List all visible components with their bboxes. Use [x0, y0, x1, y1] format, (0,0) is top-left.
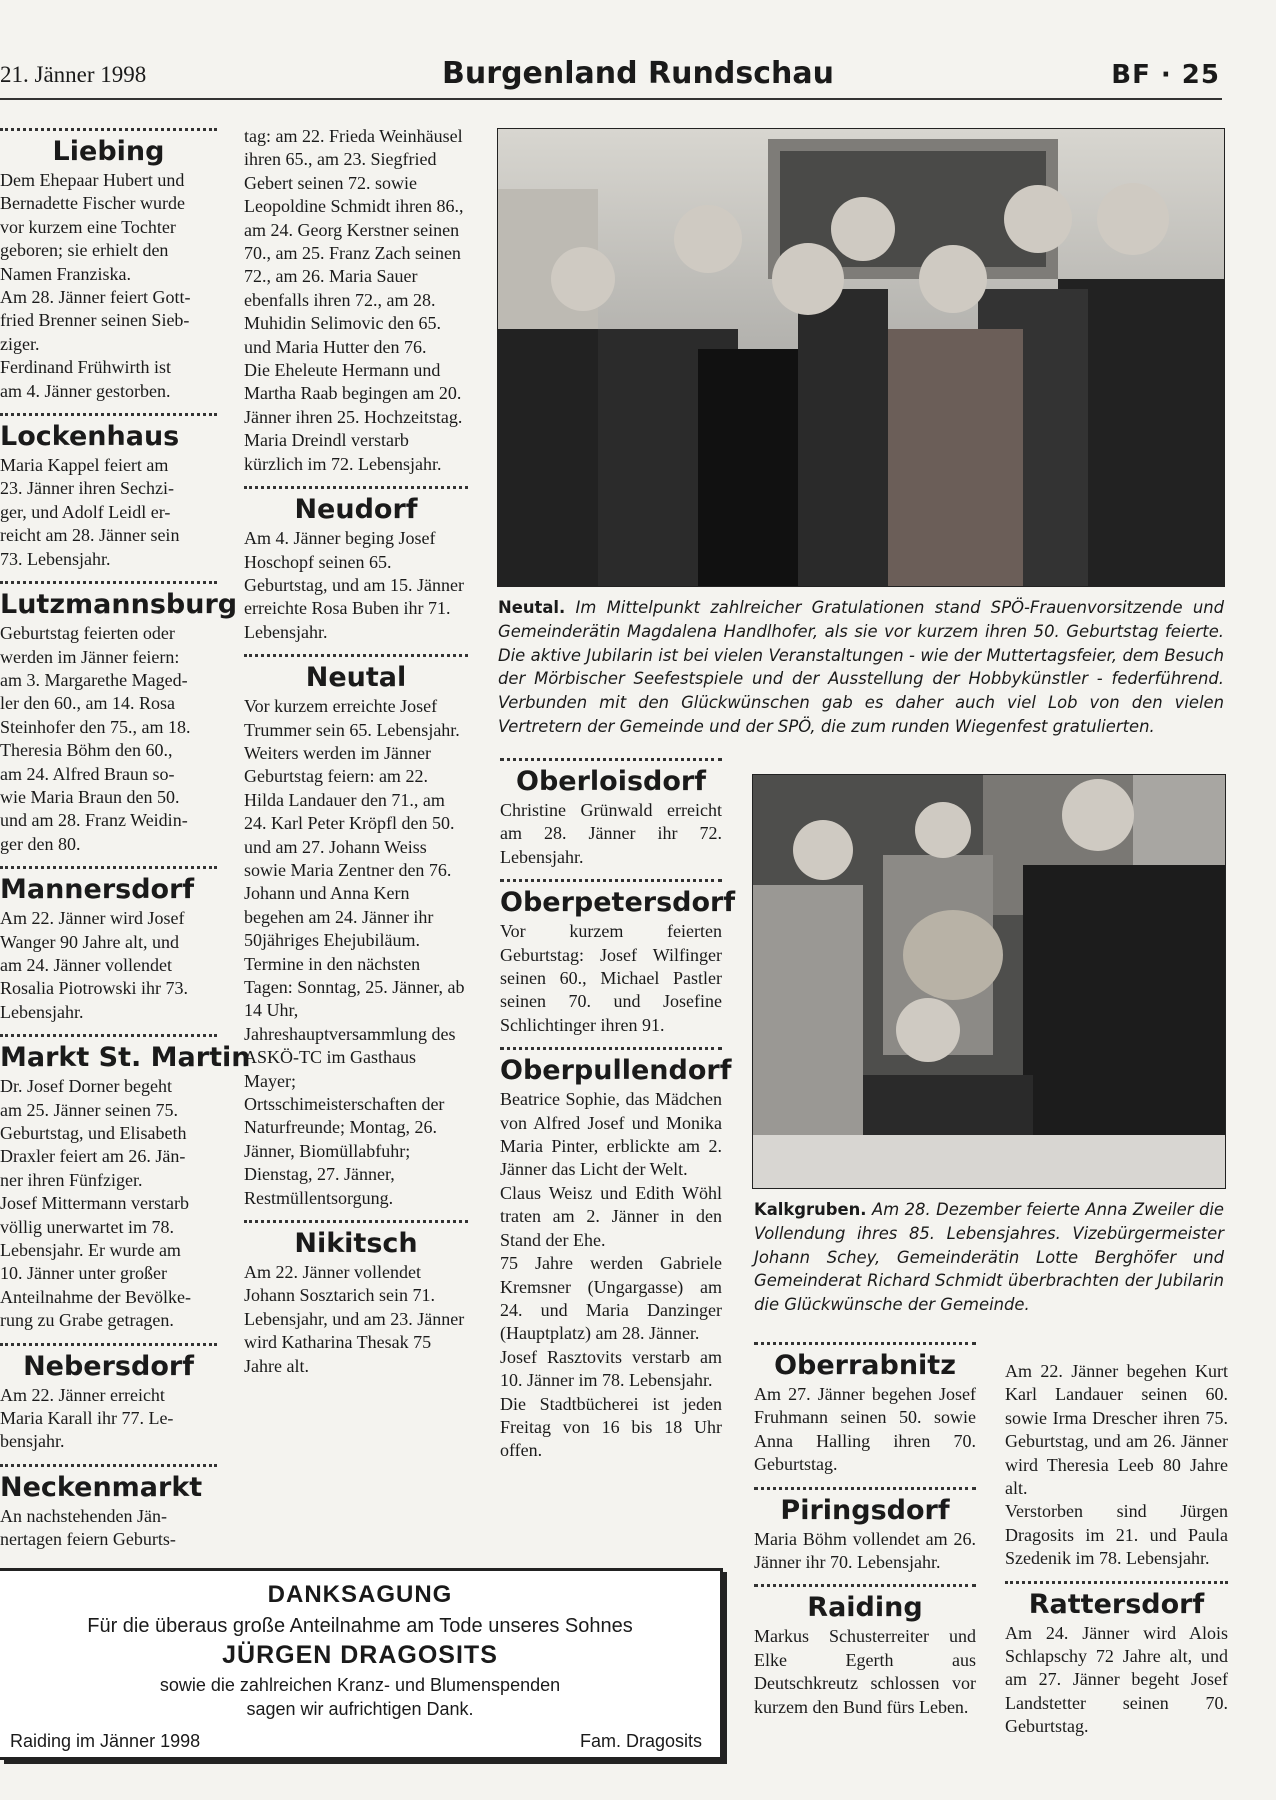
article-line: Steinhofer den 75., am 18. — [0, 716, 191, 737]
column-3 — [500, 758, 736, 1463]
section-title: Oberpetersdorf — [500, 887, 736, 919]
article-line: 23. Jänner ihren Sechzi- — [0, 478, 174, 499]
article-line: ner ihren Fünfziger. — [0, 1169, 143, 1190]
newspaper-title: Burgenland Rundschau — [442, 56, 834, 91]
notice-text: sowie die zahlreichen Kranz- und Blumenspenden — [159, 1675, 561, 1695]
caption-text: Am 28. Dezember feierte Anna Zweiler die Vollendung ihres 85. Lebensjahres. Vizebürgermeister Johann Schey, Gemeinderätin Lotte Berghöfer und Gemeinderat Richard Schmidt überbrachten der Jubilarin die Glückwünsche der Gemeinde. — [754, 1200, 1225, 1315]
section-title: Rattersdorf — [1028, 1588, 1205, 1620]
column-5 — [1005, 1360, 1228, 1739]
article-text: Weiters werden im Jänner Geburtstag feiern: am 22. Hilda Landauer den 71., am 24. Karl Peter Kröpfl den 50. und am 27. Johann Weiss sowie Maria Zentner den 76. — [244, 742, 455, 880]
article-line: Dr. Josef Dorner begeht — [0, 1076, 172, 1097]
section-title: Nikitsch — [294, 1228, 418, 1260]
article-line: Theresia Böhm den 60., — [0, 740, 173, 761]
article-line: am 25. Jänner seinen 75. — [0, 1099, 178, 1120]
article-line: Lebensjahr. — [0, 1001, 84, 1022]
article-line: Geburtstag, und Elisabeth — [0, 1123, 187, 1143]
dotted-separator — [0, 866, 217, 869]
article-line: ger den 80. — [0, 833, 81, 854]
dotted-separator — [0, 413, 217, 416]
notice-title: DANKSAGUNG — [267, 1581, 453, 1608]
article-line: Josef Mittermann verstarb — [0, 1193, 189, 1214]
page-number: BF · 25 — [1111, 60, 1220, 90]
caption-place: Kalkgruben. — [754, 1200, 867, 1219]
article-text: Termine in den nächsten Tagen: Sonntag, 25. Jänner, ab 14 Uhr, Jahreshauptversammlung des ASKÖ-TC im Gasthaus Mayer; Ortsschimeisterschaften der Naturfreunde; Montag, 26. Jänner, Biomüllabfuhr; Dienstag, 27. Jänner, Restmüllentsorgung. — [244, 953, 465, 1208]
column-2 — [244, 125, 468, 1378]
article-text: Die Stadtbücherei ist jeden Freitag von 16 bis 18 Uhr offen. — [500, 1393, 722, 1461]
article-line: ler den 60., am 14. Rosa — [0, 693, 175, 714]
caption-place: Neutal. — [498, 598, 566, 617]
article-line: werden im Jänner feiern: — [0, 646, 180, 667]
article-line: Geburtstag feierten oder — [0, 623, 175, 644]
article-line: ger, und Adolf Leidl er- — [0, 501, 171, 522]
article-text: tag: am 22. Frieda Weinhäusel ihren 65., am 23. Siegfried Gebert seinen 72. sowie Leopoldine Schmidt ihren 86., am 24. Georg Kerstner seinen 70., am 25. Franz Zach seinen 72., am 26. Maria Sauer ebenfalls ihren 72., am 28. Muhidin Selimovic den 65. und Maria Hutter den 76. — [244, 126, 464, 357]
notice-text: sagen wir aufrichtigen Dank. — [246, 1699, 474, 1719]
article-line: am 24. Jänner vollendet — [0, 954, 172, 975]
notice-name: JÜRGEN DRAGOSITS — [222, 1641, 498, 1669]
header-rule — [0, 98, 1222, 100]
article-text: Johann und Anna Kern begehen am 24. Jänner ihr 50jähriges Ehejubiläum. — [244, 883, 434, 951]
article-line: Am 28. Jänner feiert Gott- — [0, 287, 191, 308]
article-text: Verstorben sind Jürgen Dragosits im 21. und Paula Szedenik im 78. Lebensjahr. — [1005, 1501, 1228, 1569]
group-photo-kalkgruben — [752, 774, 1226, 1189]
photo-caption — [754, 1198, 1224, 1317]
section-title: Lutzmannsburg — [0, 589, 238, 621]
article-text: Maria Böhm vollendet am 26. Jänner ihr 70. Lebensjahr. — [754, 1528, 976, 1573]
dotted-separator — [754, 1584, 976, 1587]
photo-caption — [498, 596, 1224, 739]
dotted-separator — [500, 879, 722, 882]
dotted-separator — [0, 1464, 217, 1467]
article-line: Maria Karall ihr 77. Le- — [0, 1408, 174, 1429]
article-line: fried Brenner seinen Sieb- — [0, 310, 190, 331]
article-line: wie Maria Braun den 50. — [0, 786, 180, 807]
article-text: Am 4. Jänner beging Josef Hoschopf seinen 65. Geburtstag, und am 15. Jänner erreichte Rosa Buben ihr 71. Lebensjahr. — [244, 528, 464, 642]
article-line: ziger. — [0, 333, 40, 354]
article-line: Am 22. Jänner wird Josef — [0, 908, 185, 929]
article-line: und am 28. Franz Weidin- — [0, 810, 188, 831]
article-line: 10. Jänner unter großer — [0, 1263, 167, 1284]
article-line: Dem Ehepaar Hubert und — [0, 170, 185, 190]
section-title: Nebersdorf — [23, 1350, 194, 1382]
article-text: 75 Jahre werden Gabriele Kremsner (Ungargasse) am 24. und Maria Danzinger (Hauptplatz) am 28. Jänner. — [500, 1253, 722, 1344]
article-text: Am 22. Jänner begehen Kurt Karl Landauer seinen 60. sowie Irma Drescher ihren 75. Geburtstag, und am 26. Jänner wird Theresia Leeb 80 Jahre alt. — [1005, 1361, 1228, 1499]
article-text: Am 24. Jänner wird Alois Schlapschy 72 Jahre alt, und am 27. Jänner begeht Josef Landstetter seinen 70. Geburtstag. — [1005, 1622, 1228, 1737]
dotted-separator — [244, 1220, 468, 1223]
article-line: Namen Franziska. — [0, 263, 131, 284]
article-line: bensjahr. — [0, 1431, 65, 1452]
dotted-separator — [1005, 1581, 1228, 1584]
dotted-separator — [500, 1047, 722, 1050]
article-line: am 24. Alfred Braun so- — [0, 763, 175, 784]
notice-family: Fam. Dragosits — [579, 1731, 702, 1751]
article-line: am 3. Margarethe Maged- — [0, 669, 188, 690]
dotted-separator — [500, 758, 722, 761]
section-title: Neutal — [305, 662, 407, 694]
section-title: Liebing — [52, 136, 165, 167]
article-text: Christine Grünwald erreicht am 28. Jänner ihr 72. Lebensjahr. — [500, 800, 722, 867]
column-4 — [754, 1342, 976, 1719]
photo-illustration — [498, 129, 1224, 586]
dotted-separator — [244, 654, 468, 657]
section-title: Oberpullendorf — [500, 1055, 732, 1087]
dotted-separator — [0, 128, 217, 131]
thank-you-notice — [0, 1568, 723, 1760]
article-line: nertagen feiern Geburts- — [0, 1529, 176, 1550]
article-line: Wanger 90 Jahre alt, und — [0, 931, 179, 952]
section-title: Neckenmarkt — [0, 1471, 203, 1503]
dotted-separator — [0, 1034, 217, 1037]
article-line: Ferdinand Frühwirth ist — [0, 357, 171, 378]
article-text: Am 27. Jänner begehen Josef Fruhmann seinen 50. sowie Anna Halling ihren 70. Geburtstag. — [754, 1384, 976, 1475]
photo-illustration — [753, 775, 1225, 1188]
caption-text: Im Mittelpunkt zahlreicher Gratulationen stand SPÖ-Frauenvorsitzende und Gemeinderätin Magdalena Handlhofer, als sie vor kurzem ihren 50. Geburtstag feierte. Die aktive Jubilarin ist bei vielen Veranstaltungen - wie der Muttertagsfeier, dem Besuch der Mörbischer Seefestspiele und der Ausstellung der Hobbykünstler - federführend. Verbunden mit den Glückwünschen gab es daher auch viel Lob von den vielen Vertretern der Gemeinde und der SPÖ, die zum runden Wiegenfest gratulierten. — [498, 598, 1224, 736]
article-line: Draxler feiert am 26. Jän- — [0, 1146, 186, 1167]
article-text: Josef Rasztovits verstarb am 10. Jänner im 78. Lebensjahr. — [500, 1346, 722, 1391]
dotted-separator — [754, 1342, 976, 1345]
section-title: Mannersdorf — [0, 874, 195, 906]
group-photo-neutal — [497, 128, 1225, 587]
article-text: Beatrice Sophie, das Mädchen von Alfred Josef und Monika Maria Pinter, erblickte am 2. Jänner das Licht der Welt. — [500, 1089, 722, 1180]
section-title: Markt St. Martin — [0, 1042, 251, 1074]
notice-text: Für die überaus große Anteilnahme am Tode unseres Sohnes — [87, 1615, 633, 1637]
article-line: am 4. Jänner gestorben. — [0, 380, 171, 401]
article-line: Lebensjahr. Er wurde am — [0, 1240, 181, 1261]
article-text: Claus Weisz und Edith Wöhl traten am 2. Jänner in den Stand der Ehe. — [500, 1182, 722, 1250]
dotted-separator — [0, 581, 217, 584]
section-title: Oberrabnitz — [774, 1350, 956, 1381]
article-text: Am 22. Jänner vollendet Johann Sosztarich sein 71. Lebensjahr, und am 23. Jänner wird Katharina Thesak 75 Jahre alt. — [244, 1262, 465, 1376]
article-line: Rosalia Piotrowski ihr 73. — [0, 978, 188, 999]
section-title: Lockenhaus — [0, 421, 180, 453]
section-title: Raiding — [807, 1592, 923, 1624]
article-text: Die Eheleute Hermann und Martha Raab begingen am 20. Jänner ihren 25. Hochzeitstag. — [244, 360, 463, 427]
dotted-separator — [754, 1487, 976, 1490]
section-title: Oberloisdorf — [516, 766, 706, 797]
article-line: An nachstehenden Jän- — [0, 1505, 167, 1526]
dotted-separator — [244, 486, 468, 489]
article-text: Markus Schusterreiter und Elke Egerth aus Deutschkreutz schlossen vor kurzem den Bund fürs Leben. — [754, 1626, 976, 1717]
article-line: 73. Lebensjahr. — [0, 548, 111, 569]
article-line: völlig unerwartet im 78. — [0, 1216, 174, 1237]
article-line: reicht am 28. Jänner sein — [0, 525, 180, 546]
article-line: Anteilnahme der Bevölke- — [0, 1286, 191, 1307]
article-text: Maria Dreindl verstarb kürzlich im 72. Lebensjahr. — [244, 430, 442, 474]
issue-date: 21. Jänner 1998 — [0, 62, 147, 87]
notice-place: Raiding im Jänner 1998 — [10, 1731, 201, 1751]
dotted-separator — [0, 1343, 217, 1346]
article-text: Vor kurzem feierten Geburtstag: Josef Wilfinger seinen 60., Michael Pastler seinen 70. und Josefine Schlichtinger ihren 91. — [500, 921, 722, 1035]
article-line: Maria Kappel feiert am — [0, 455, 169, 476]
article-line: geboren; sie erhielt den — [0, 240, 169, 261]
article-text: Vor kurzem erreichte Josef Trummer sein 65. Lebensjahr. — [244, 696, 460, 740]
article-line: rung zu Grabe getragen. — [0, 1310, 174, 1331]
column-1 — [0, 128, 251, 1552]
section-title: Piringsdorf — [780, 1494, 950, 1526]
article-line: Am 22. Jänner erreicht — [0, 1384, 165, 1405]
section-title: Neudorf — [294, 494, 418, 526]
article-line: vor kurzem eine Tochter — [0, 216, 176, 237]
article-line: Bernadette Fischer wurde — [0, 193, 185, 214]
